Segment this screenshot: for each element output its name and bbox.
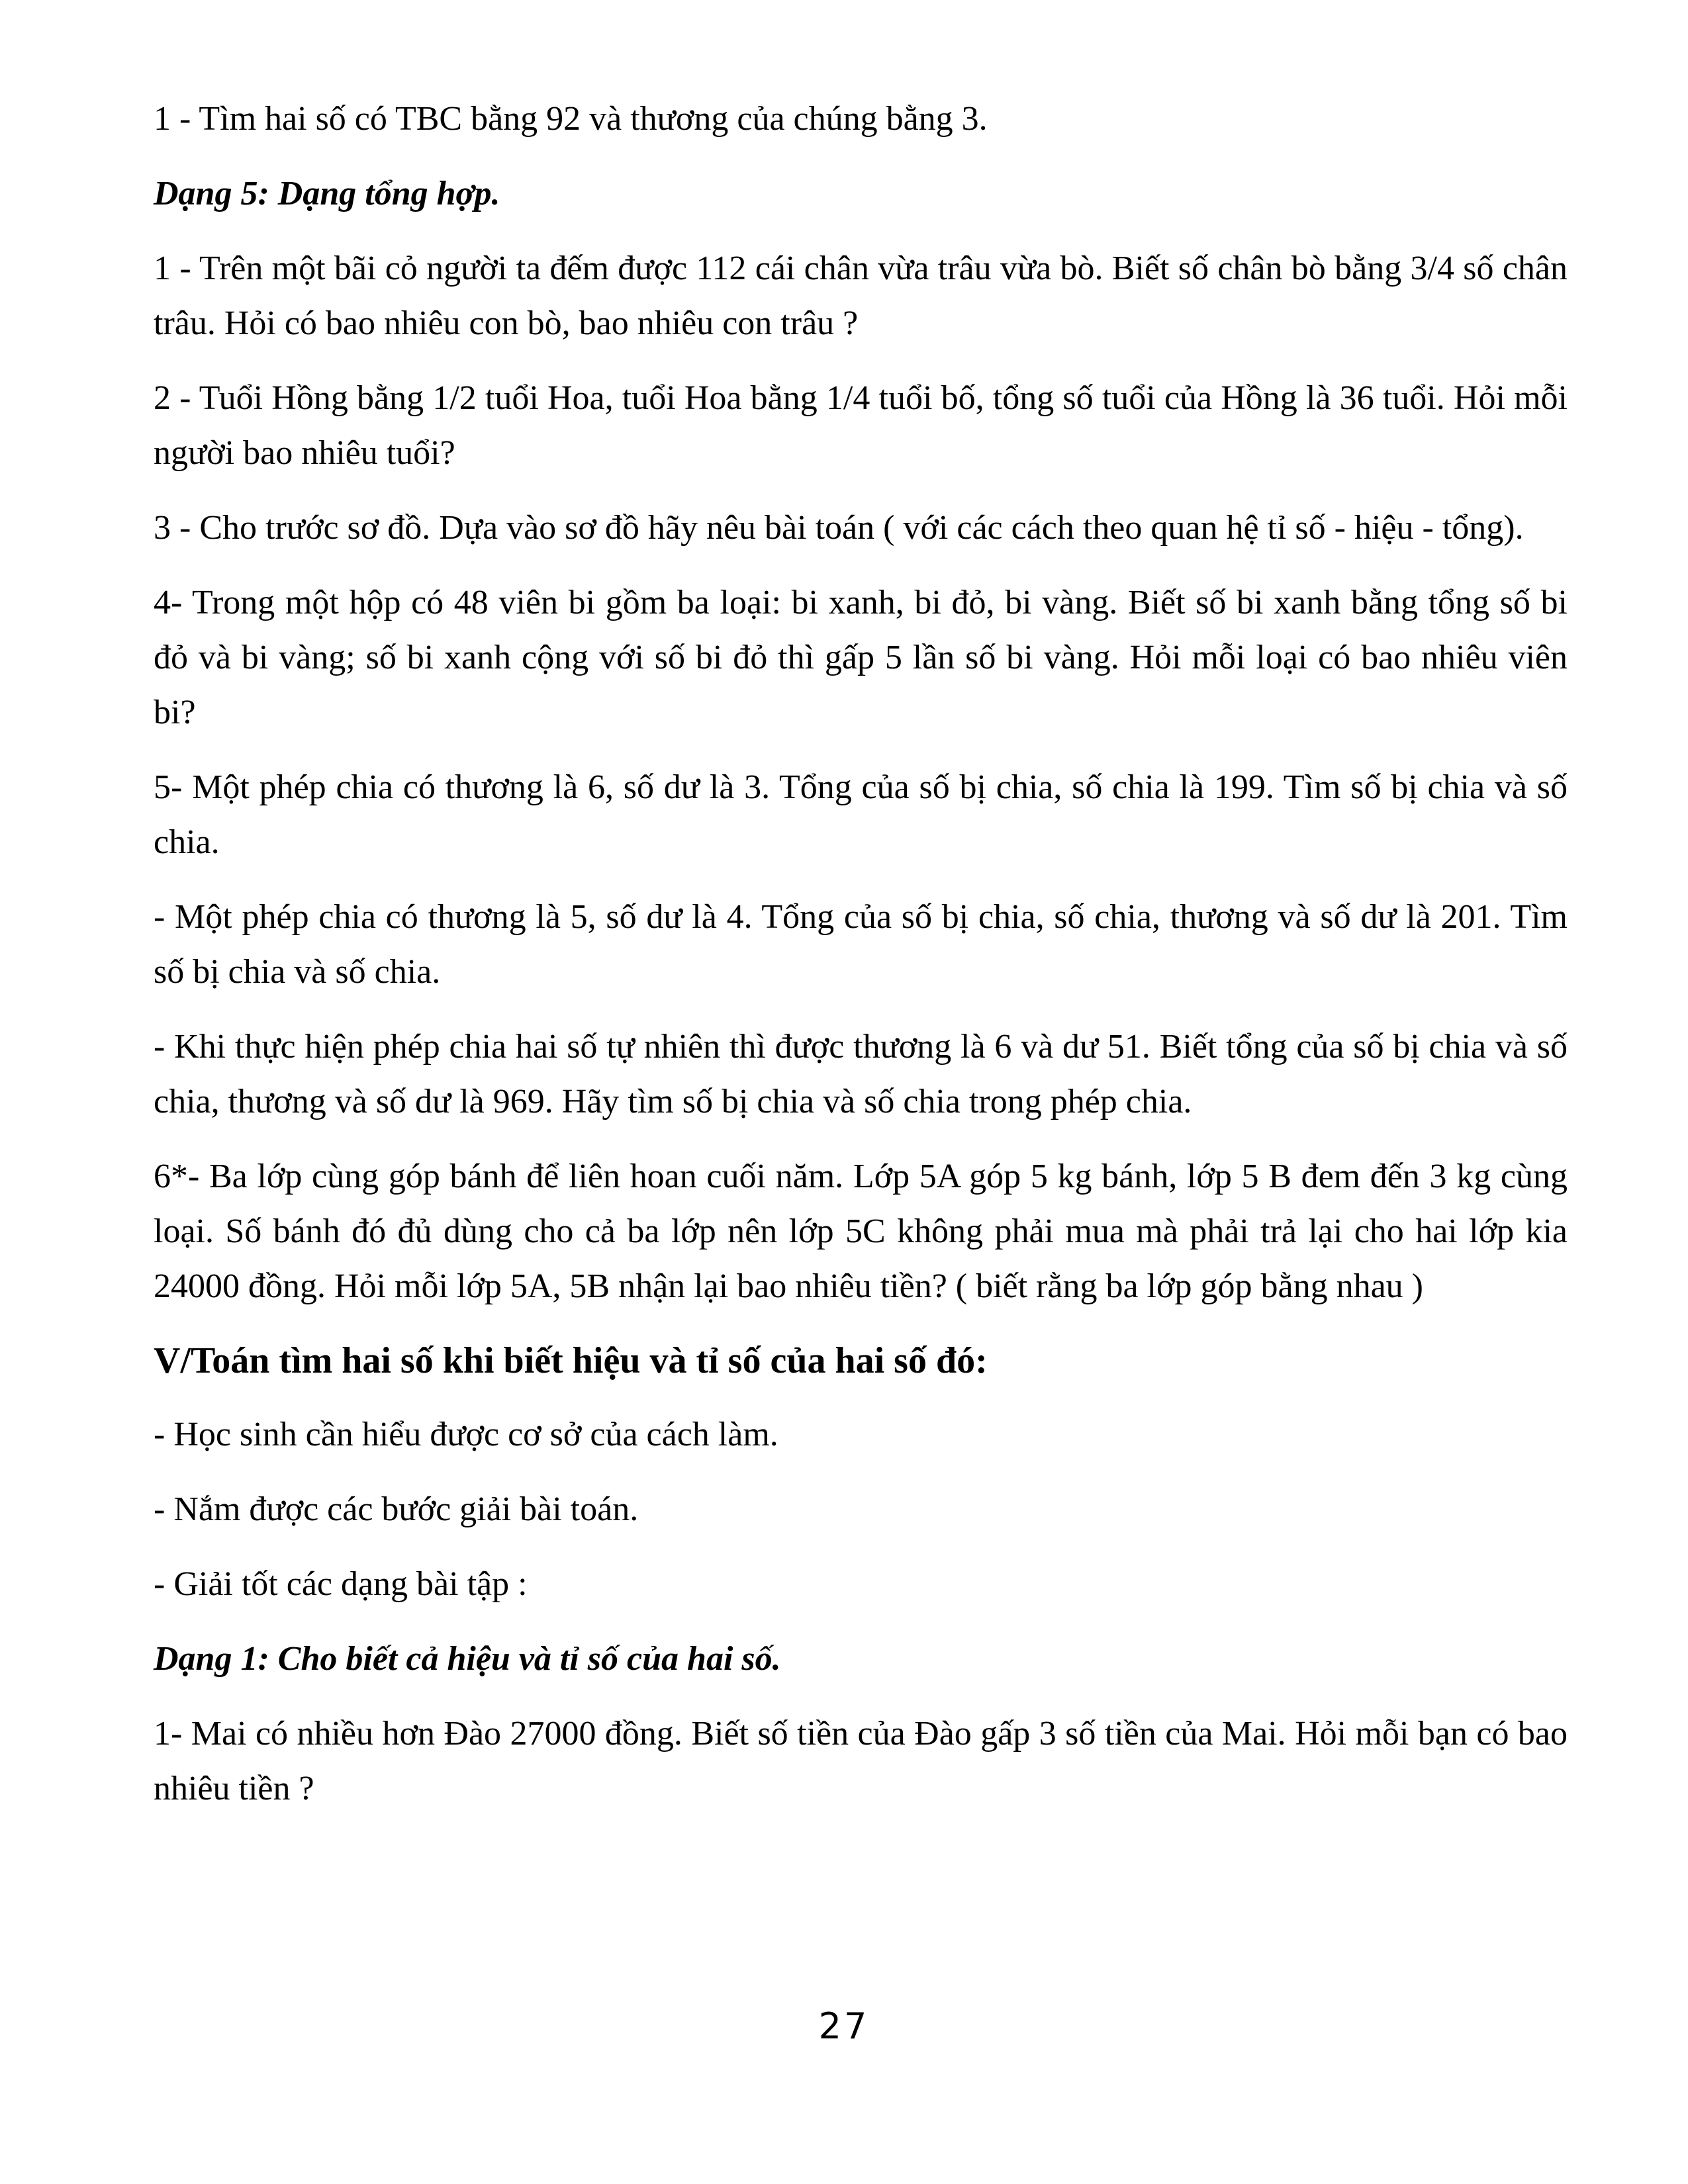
problem-6-cakes: 6*- Ba lớp cùng góp bánh để liên hoan cuối năm. Lớp 5A góp 5 kg bánh, lớp 5 B đem đến 3 kg cùng loại. Số bánh đó đủ dùng cho cả ba lớp nên lớp 5C không phải mua mà phải trả lại cho hai lớp kia 24000 đồng. Hỏi mỗi lớp 5A, 5B nhận lại bao nhiêu tiền? ( biết rằng ba lớp góp bằng nhau ) [154,1158,1568,1305]
problem-mai-dao-money: 1- Mai có nhiều hơn Đào 27000 đồng. Biết số tiền của Đào gấp 3 số tiền của Mai. Hỏi mỗi bạn có bao nhiêu tiền ? [154,1715,1568,1807]
page-number: 27 [818,2005,870,2047]
bullet-understand-basis: - Học sinh cần hiểu được cơ sở của cách làm. [154,1416,778,1453]
bullet-solution-steps: - Nắm được các bước giải bài toán. [154,1490,639,1528]
problem-4-marbles: 4- Trong một hộp có 48 viên bi gồm ba loại: bi xanh, bi đỏ, bi vàng. Biết số bi xanh bằng tổng số bi đỏ và bi vàng; số bi xanh cộng với số bi đỏ thì gấp 5 lần số bi vàng. Hỏi mỗi loại có bao nhiêu viên bi? [154,584,1568,731]
problem-5-division: 5- Một phép chia có thương là 6, số dư là 3. Tổng của số bị chia, số chia là 199. Tìm số bị chia và số chia. [154,768,1568,861]
bullet-exercise-types: - Giải tốt các dạng bài tập : [154,1565,528,1603]
paragraph-tbc-problem: 1 - Tìm hai số có TBC bằng 92 và thương của chúng bằng 3. [154,100,988,138]
problem-5b-division: - Một phép chia có thương là 5, số dư là 4. Tổng của số bị chia, số chia, thương và số dư là 201. Tìm số bị chia và số chia. [154,898,1568,991]
section-heading-v: V/Toán tìm hai số khi biết hiệu và tỉ số của hai số đó: [154,1340,988,1381]
problem-1-cows-buffalo: 1 - Trên một bãi cỏ người ta đếm được 112 cái chân vừa trâu vừa bò. Biết số chân bò bằng 3/4 số chân trâu. Hỏi có bao nhiêu con bò, bao nhiêu con trâu ? [154,250,1568,342]
problem-5c-division: - Khi thực hiện phép chia hai số tự nhiên thì được thương là 6 và dư 51. Biết tổng của số bị chia và số chia, thương và số dư là 969. Hãy tìm số bị chia và số chia trong phép chia. [154,1028,1568,1120]
document-body [154,91,1568,1836]
heading-dang-1: Dạng 1: Cho biết cả hiệu và tỉ số của hai số. [154,1640,781,1678]
problem-3-diagram: 3 - Cho trước sơ đồ. Dựa vào sơ đồ hãy nêu bài toán ( với các cách theo quan hệ tỉ số - hiệu - tổng). [154,509,1524,547]
heading-dang-5: Dạng 5: Dạng tổng hợp. [154,175,500,212]
problem-2-ages: 2 - Tuổi Hồng bằng 1/2 tuổi Hoa, tuổi Hoa bằng 1/4 tuổi bố, tổng số tuổi của Hồng là 36 tuổi. Hỏi mỗi người bao nhiêu tuổi? [154,379,1568,472]
